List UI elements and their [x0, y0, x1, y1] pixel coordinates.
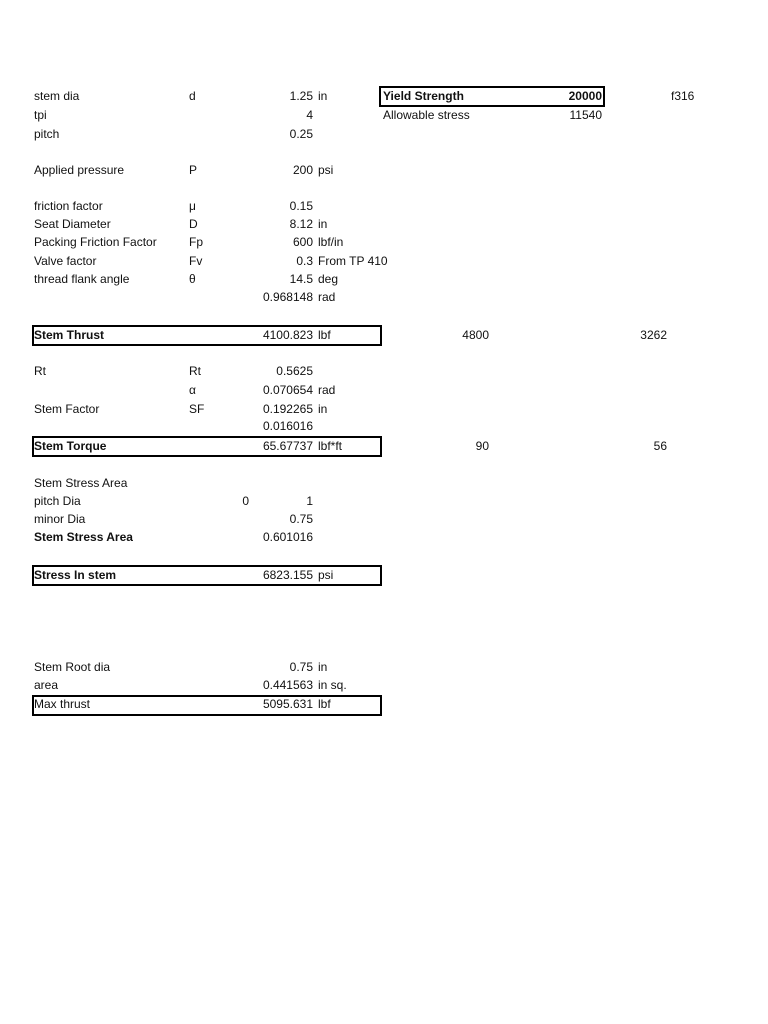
area-label: area [34, 678, 59, 692]
allowable-stress-value: 11540 [569, 108, 602, 122]
seat-diameter-value: 8.12 [289, 217, 313, 231]
stem-dia-label: stem dia [34, 89, 80, 103]
stress-in-stem-value: 6823.155 [262, 568, 313, 582]
stem-thrust-col-e: 4800 [462, 328, 489, 342]
stem-root-dia-value: 0.75 [289, 660, 313, 674]
pitch-dia-value: 1 [306, 494, 313, 508]
rt-value: 0.5625 [276, 364, 313, 378]
yield-strength-label: Yield Strength [383, 89, 464, 103]
stem-thrust-unit: lbf [318, 328, 331, 342]
tpi-label: tpi [34, 108, 47, 122]
stress-in-stem-unit: psi [318, 568, 334, 582]
packing-friction-symbol: Fp [189, 235, 204, 249]
rt-label: Rt [34, 364, 46, 378]
stem-dia-symbol: d [189, 89, 196, 103]
max-thrust-unit: lbf [318, 697, 331, 711]
stem-torque-col-e: 90 [475, 439, 489, 453]
alpha-symbol: α [189, 383, 196, 397]
stem-root-dia-unit: in [318, 660, 328, 674]
stem-thrust-col-g: 3262 [640, 328, 667, 342]
stem-torque-label: Stem Torque [34, 439, 107, 453]
stem-stress-area-heading: Stem Stress Area [34, 476, 128, 490]
thread-flank-angle-symbol: θ [189, 272, 196, 286]
thread-flank-angle-value: 14.5 [289, 272, 313, 286]
stem-factor-symbol: SF [189, 402, 205, 416]
stem-factor-ft-value: 0.016016 [262, 419, 313, 433]
stem-factor-label: Stem Factor [34, 402, 100, 416]
material-code: f316 [671, 89, 695, 103]
seat-diameter-symbol: D [189, 217, 198, 231]
stem-thrust-value: 4100.823 [262, 328, 313, 342]
friction-factor-symbol: μ [189, 199, 196, 213]
minor-dia-value: 0.75 [289, 512, 313, 526]
thread-flank-angle-unit: deg [318, 272, 339, 286]
stem-stress-area-value: 0.601016 [262, 530, 313, 544]
tpi-value: 4 [306, 108, 313, 122]
pitch-label: pitch [34, 127, 60, 141]
alpha-unit: rad [318, 383, 336, 397]
seat-diameter-label: Seat Diameter [34, 217, 111, 231]
packing-friction-label: Packing Friction Factor [34, 235, 157, 249]
packing-friction-unit: lbf/in [318, 235, 344, 249]
allowable-stress-label: Allowable stress [383, 108, 470, 122]
rt-symbol: Rt [189, 364, 201, 378]
applied-pressure-value: 200 [292, 163, 313, 177]
max-thrust-value: 5095.631 [262, 697, 313, 711]
valve-factor-label: Valve factor [34, 254, 97, 268]
thread-flank-angle-label: thread flank angle [34, 272, 130, 286]
pitch-dia-col-c: 0 [242, 494, 249, 508]
valve-factor-value: 0.3 [296, 254, 313, 268]
flank-angle-rad-unit: rad [318, 290, 336, 304]
stem-torque-unit: lbf*ft [318, 439, 343, 453]
stress-in-stem-label: Stress In stem [34, 568, 117, 582]
stem-dia-unit: in [318, 89, 328, 103]
stem-torque-value: 65.67737 [262, 439, 313, 453]
stem-stress-area-label: Stem Stress Area [34, 530, 133, 544]
max-thrust-label: Max thrust [34, 697, 91, 711]
valve-factor-symbol: Fv [189, 254, 203, 268]
stem-torque-col-g: 56 [653, 439, 667, 453]
stem-thrust-label: Stem Thrust [34, 328, 105, 342]
friction-factor-value: 0.15 [289, 199, 313, 213]
valve-factor-note: From TP 410 [318, 254, 388, 268]
alpha-value: 0.070654 [262, 383, 313, 397]
stem-factor-unit: in [318, 402, 328, 416]
stem-factor-value: 0.192265 [262, 402, 313, 416]
area-unit: in sq. [318, 678, 347, 692]
applied-pressure-unit: psi [318, 163, 334, 177]
stem-root-dia-label: Stem Root dia [34, 660, 111, 674]
applied-pressure-label: Applied pressure [34, 163, 125, 177]
yield-strength-value: 20000 [568, 89, 602, 103]
friction-factor-label: friction factor [34, 199, 103, 213]
minor-dia-label: minor Dia [34, 512, 86, 526]
packing-friction-value: 600 [292, 235, 313, 249]
pitch-dia-label: pitch Dia [34, 494, 81, 508]
flank-angle-rad-value: 0.968148 [262, 290, 313, 304]
stem-dia-value: 1.25 [289, 89, 313, 103]
pitch-value: 0.25 [289, 127, 313, 141]
seat-diameter-unit: in [318, 217, 328, 231]
applied-pressure-symbol: P [189, 163, 198, 177]
area-value: 0.441563 [262, 678, 313, 692]
